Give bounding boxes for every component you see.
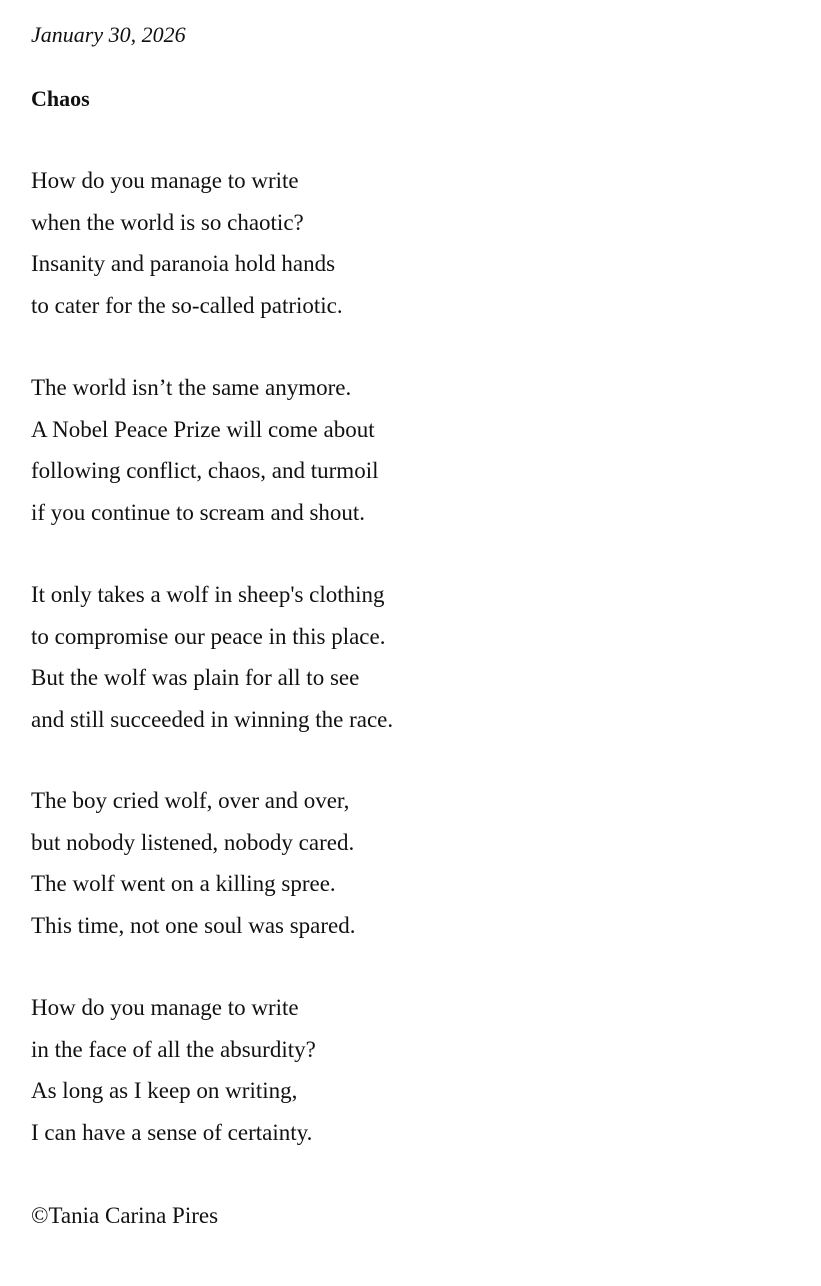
poem-line: But the wolf was plain for all to see xyxy=(31,665,360,690)
copyright-notice: ©Tania Carina Pires xyxy=(31,1203,219,1228)
poem-line: How do you manage to write xyxy=(31,168,299,193)
poem-line: to compromise our peace in this place. xyxy=(31,623,386,649)
poem-line: The world isn’t the same anymore. xyxy=(31,375,352,400)
poem-line: A Nobel Peace Prize will come about xyxy=(31,416,375,442)
poem-line: following conflict, chaos, and turmoil xyxy=(31,458,379,483)
stanza-5 xyxy=(31,993,316,1159)
stanza-3 xyxy=(31,580,393,746)
poem-line: in the face of all the absurdity? xyxy=(31,1036,316,1062)
poem-line: This time, not one soul was spared. xyxy=(31,912,356,938)
poem-title: Chaos xyxy=(31,86,90,111)
poem-line: It only takes a wolf in sheep's clothing xyxy=(31,582,385,607)
poem-line: The wolf went on a killing spree. xyxy=(31,871,336,896)
poem-line: but nobody listened, nobody cared. xyxy=(31,829,355,855)
stanza-1 xyxy=(31,166,343,332)
poem-date: January 30, 2026 xyxy=(31,22,186,47)
poem-line: As long as I keep on writing, xyxy=(31,1078,298,1103)
poem-line: when the world is so chaotic? xyxy=(31,209,304,235)
poem-line: Insanity and paranoia hold hands xyxy=(31,251,336,276)
poem-line: The boy cried wolf, over and over, xyxy=(31,788,350,813)
poem-line: I can have a sense of certainty. xyxy=(31,1119,313,1145)
poem-line: and still succeeded in winning the race. xyxy=(31,706,394,732)
poem-line: How do you manage to write xyxy=(31,995,299,1020)
poem-line: to cater for the so-called patriotic. xyxy=(31,292,343,318)
stanza-4 xyxy=(31,786,356,952)
stanza-2 xyxy=(31,373,378,539)
poem-line: if you continue to scream and shout. xyxy=(31,499,366,525)
